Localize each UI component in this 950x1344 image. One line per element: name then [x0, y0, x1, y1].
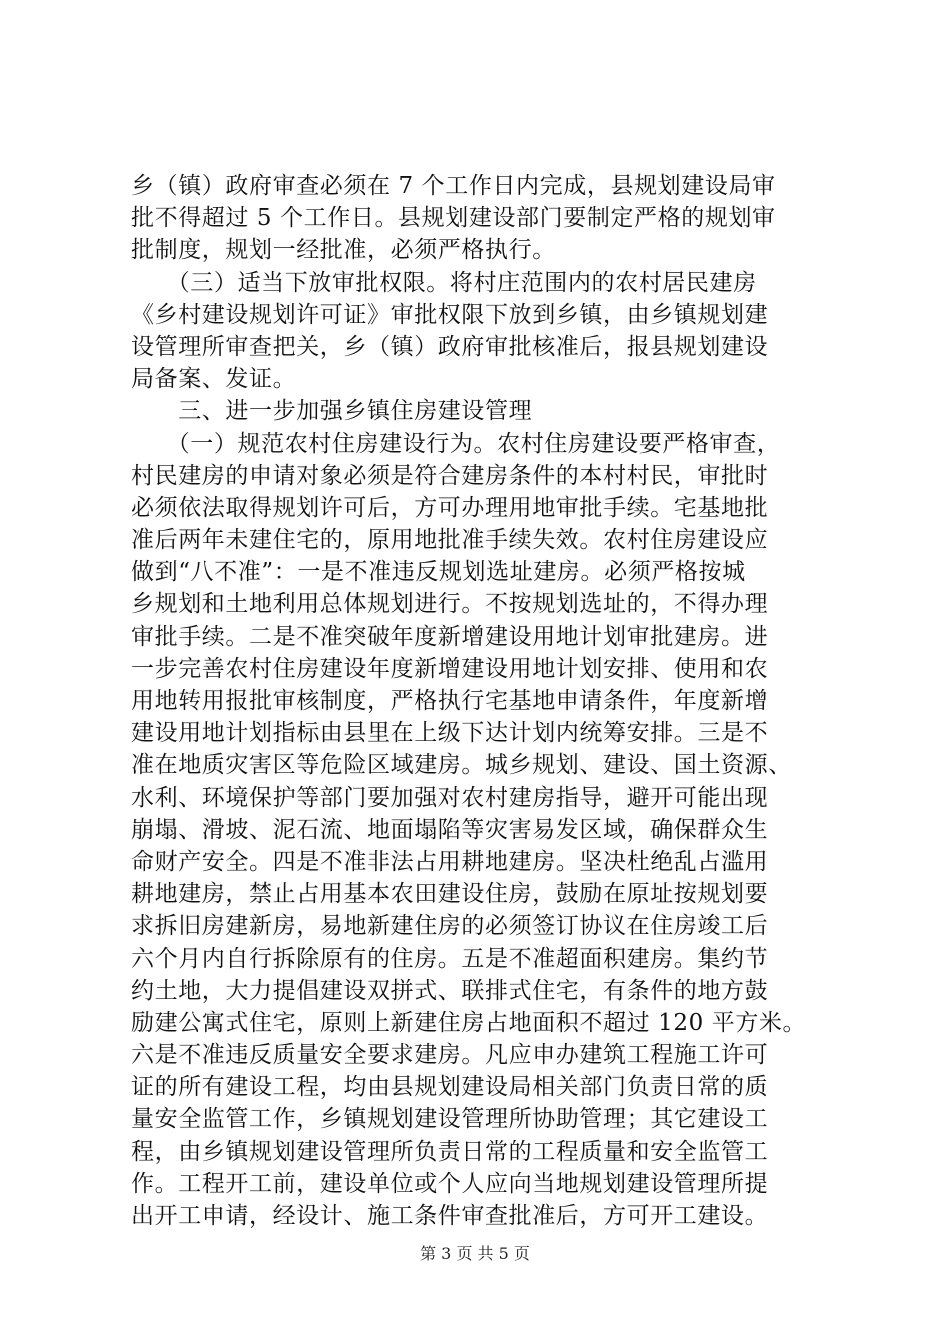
text-line: 水利、环境保护等部门要加强对农村建房指导，避开可能出现 — [131, 784, 769, 811]
text-line: 证的所有建设工程，均由县规划建设局相关部门负责日常的质 — [131, 1074, 769, 1101]
text-line: 六是不准违反质量安全要求建房。凡应申办建筑工程施工许可 — [131, 1042, 769, 1069]
text-line: 励建公寓式住宅，原则上新建住房占地面积不超过 120 平方米。 — [131, 1009, 807, 1036]
text-line: 命财产安全。四是不准非法占用耕地建房。坚决杜绝乱占滥用 — [131, 848, 769, 875]
page-footer: 第 3 页 共 5 页 — [420, 1244, 530, 1263]
text-line: 一步完善农村住房建设年度新增建设用地计划安排、使用和农 — [131, 655, 769, 682]
text-line: 六个月内自行拆除原有的住房。五是不准超面积建房。集约节 — [131, 945, 769, 972]
text-line: （三）适当下放审批权限。将村庄范围内的农村居民建房 — [131, 269, 757, 296]
text-line: 乡规划和土地利用总体规划进行。不按规划选址的，不得办理 — [131, 591, 769, 618]
text-line: （一）规范农村住房建设行为。农村住房建设要严格审查， — [131, 430, 781, 457]
text-line: 约土地，大力提倡建设双拼式、联排式住宅，有条件的地方鼓 — [131, 977, 769, 1004]
text-line: 求拆旧房建新房，易地新建住房的必须签订协议在住房竣工后 — [131, 913, 769, 940]
text-line: 作。工程开工前，建设单位或个人应向当地规划建设管理所提 — [131, 1170, 769, 1197]
text-line: 批不得超过 5 个工作日。县规划建设部门要制定严格的规划审 — [131, 205, 776, 232]
text-line: 准后两年未建住宅的，原用地批准手续失效。农村住房建设应 — [131, 527, 769, 554]
text-line: 用地转用报批审核制度，严格执行宅基地申请条件，年度新增 — [131, 688, 769, 714]
text-line: 审批手续。二是不准突破年度新增建设用地计划审批建房。进 — [131, 623, 769, 650]
text-line: 三、进一步加强乡镇住房建设管理 — [131, 398, 533, 425]
text-line: 局备案、发证。 — [131, 366, 297, 393]
text-line: 乡（镇）政府审查必须在 7 个工作日内完成，县规划建设局审 — [131, 173, 776, 199]
text-line: 《乡村建设规划许可证》审批权限下放到乡镇，由乡镇规划建 — [131, 301, 769, 328]
text-line: 设管理所审查把关，乡（镇）政府审批核准后，报县规划建设 — [131, 333, 769, 360]
text-line: 耕地建房，禁止占用基本农田建设住房，鼓励在原址按规划要 — [131, 881, 769, 908]
text-line: 批制度，规划一经批准，必须严格执行。 — [131, 237, 556, 264]
text-line: 做到“八不准”：一是不准违反规划选址建房。必须严格按城 — [131, 559, 746, 586]
text-line: 出开工申请，经设计、施工条件审查批准后，方可开工建设。 — [131, 1203, 769, 1229]
text-line: 量安全监管工作，乡镇规划建设管理所协助管理；其它建设工 — [131, 1106, 769, 1133]
text-line: 崩塌、滑坡、泥石流、地面塌陷等灾害易发区域，确保群众生 — [131, 816, 769, 843]
text-line: 建设用地计划指标由县里在上级下达计划内统筹安排。三是不 — [131, 720, 769, 747]
text-line: 程，由乡镇规划建设管理所负责日常的工程质量和安全监管工 — [131, 1138, 769, 1165]
body-text — [131, 170, 831, 1232]
text-line: 必须依法取得规划许可后，方可办理用地审批手续。宅基地批 — [131, 494, 769, 521]
text-line: 准在地质灾害区等危险区域建房。城乡规划、建设、国土资源、 — [131, 752, 792, 779]
text-line: 村民建房的申请对象必须是符合建房条件的本村村民，审批时 — [131, 462, 769, 489]
